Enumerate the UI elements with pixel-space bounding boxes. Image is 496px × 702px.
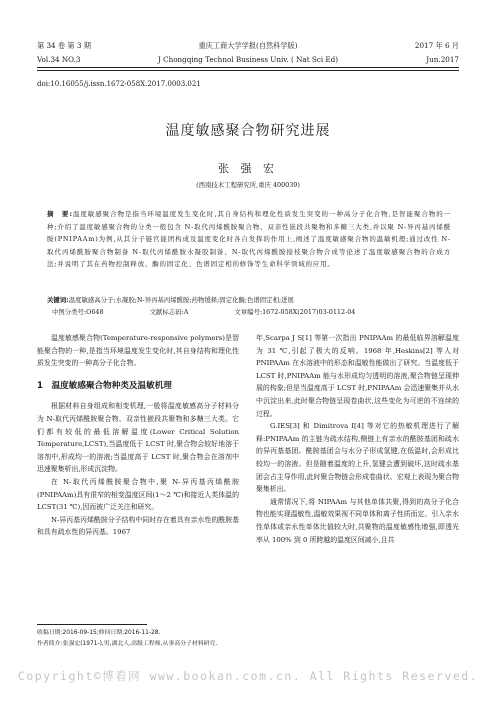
intro-paragraph: 温度敏感聚合物(Temperature-responsive polymers)是智能聚合物的一种,是指当环境温度发生变化时,其自身结构和理化性质发生突变的一种高分子化合物。 [37, 334, 239, 368]
left-column [37, 332, 239, 539]
issue-date-en: Jun.2017 [426, 55, 459, 64]
journal-name-en: J Chongqing Technol Business Univ. ( Nat Sci Ed) [157, 55, 339, 64]
paragraph: 通常情况下,将 NIPAAm 与其他单体共聚,得到的高分子化合物也能实现温敏性,温敏效果视不同单体和离子性质而定。引入亲水性单体或亲水性单体比值较大时,共聚物的温度敏感性增强,即透光率从 100% 到 0 所跨越的温度区间减小,且共 [256, 497, 459, 544]
keywords-text: 温度敏感高分子;水凝胶;N-异丙基丙烯酰胺;药物缓释;固定化酶;色谱固定相;进展 [68, 296, 294, 304]
abstract-label: 摘 要: [47, 210, 73, 218]
received-date: 收稿日期:2016-09-15;修回日期:2016-11-28. [37, 630, 161, 636]
footnote-rule [37, 624, 147, 625]
volume-issue-en: Vol.34 NO.3 [37, 55, 81, 64]
author-bio: 作者简介:张强宏(1971-),男,湖北人,高级工程师,从事高分子材料研究. [37, 640, 218, 647]
article-title: 温度敏感聚合物研究进展 [165, 123, 331, 139]
copyright-watermark: Copyright©博看网 www.bookan.com.cn. All Rights Reserved. [17, 669, 479, 683]
footnote [37, 628, 217, 649]
affiliation: (西南技术工程研究所,重庆 400039) [196, 181, 300, 189]
right-column [256, 332, 459, 546]
abstract-text: 温度敏感聚合物是指当环境温度发生变化时,其自身结构和理化性质发生突变的一种高分子化合物,是智能聚合物的一种;介绍了温度敏感聚合物的分类一般包含 N-取代丙烯酰胺聚合物、双亲性嵌段共聚物和多糖三大类,并以聚 N-异丙基丙烯酰胺(PNIPAAm)为例,从其分子链官能团构成及温度变化时各自发挥的作用上,阐述了温度敏感聚合物的温敏机理;通过改性 N-取代丙烯酰胺聚合物制备 N-取代丙烯酰胺水凝胶制备、N-取代丙烯酰胺接枝聚合物合成等论述了温度敏感聚合物的合成方法;并说明了其在药物控制释放、酶的固定化、色谱固定相的修饰等生命科学领域的应用。 [47, 210, 451, 269]
article-number: 文章编号:1672-058X(2017)03-0112-04 [234, 308, 356, 316]
classification-line [52, 307, 452, 318]
paragraph: N-异丙基丙烯酰胺分子结构中同时存在着具有亲水性的酰胺基和具有疏水性的异丙基。1967 [37, 515, 239, 537]
paragraph: 年,Scarpa J S[1] 等第一次指出 PNIPAAm 的最低临界溶解温度为 31 ℃,引起了极大的反响。1968 年,Heskins[2] 等人对 PNIPAAm 在水溶液中的形态和温敏性能做出了研究。当温度低于 LCST 时,PNIPAAm 能与水形成均匀透明的溶液,聚合物链呈现伸展的构象;但是当温度高于 LCST 时,PNIPAAm 会迅速聚集并从水中沉淀出来,此时聚合物链呈现卷曲状,这些变化为可逆的不连续的过程。 [256, 334, 459, 418]
abstract [47, 208, 451, 271]
paragraph: G.IES[3] 和 Dimitrova I[4] 等对它的热敏机理进行了解释:PNIPAAm 的主链为疏水结构,侧链上有亲水的酰胺基团和疏水的异丙基基团。酰胺基团会与水分子形成氢键,在低温时,会形成比较均一的溶液。但是随着温度的上升,氢键会遭到破坏,这时疏水基团会占主导作用,此时聚合物链会形成卷曲状、宏观上表现为聚合物聚集析出。 [256, 422, 459, 494]
doi: doi:10.16055/j.issn.1672-058X.2017.0003.021 [37, 80, 201, 88]
issue-date-cn: 2017 年 6 月 [414, 41, 459, 50]
section-1-heading: 1 温度敏感聚合物种类及温敏机理 [37, 380, 172, 391]
keywords [47, 295, 451, 306]
document-code: 文献标志码:A [149, 308, 189, 316]
header-rule-thin [37, 70, 459, 71]
clc-number: 中图分类号:O648 [52, 308, 104, 316]
paragraph: 在 N-取代丙烯酰胺聚合物中,聚 N-异丙基丙烯酰胺(PNIPAAm)具有很窄的相变温度区间(1～2 ℃)和接近人类体温的 LCST(31 ℃),因而被广泛关注和研究。 [37, 477, 239, 512]
author: 张 强 宏 [218, 162, 278, 175]
keywords-label: 关键词: [47, 296, 69, 304]
paragraph: 根据材料自身组成和相变机理,一般将温度敏感高分子材料分为 N-取代丙烯酰胺聚合物、双亲性嵌段共聚物和多糖三大类。它们都有较低的最低溶解温度(Lower Critical Solution Temperature,LCST),当温度低于 LCST 时,聚合物会较好地溶于溶剂中,形成均一的溶液;当温度高于 LCST 时,聚合物会在溶剂中迅速聚集析出,形成沉淀物。 [37, 402, 239, 474]
journal-name-cn: 重庆工商大学学报(自然科学版) [198, 41, 298, 50]
header-rule [37, 67, 459, 68]
volume-issue-cn: 第 34 卷 第 3 期 [37, 41, 91, 50]
